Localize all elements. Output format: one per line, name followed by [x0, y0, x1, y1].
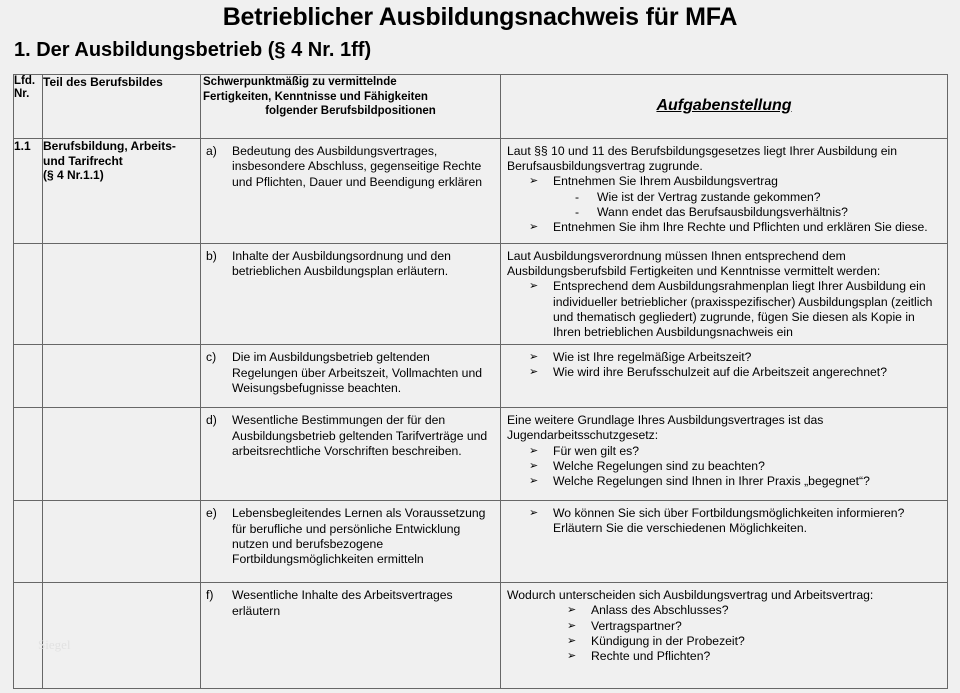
task-subitem-text: Wie ist der Vertrag zustande gekommen?	[597, 189, 821, 204]
task-bullet-text: Rechte und Pflichten?	[591, 649, 711, 664]
task-intro-a: Laut §§ 10 und 11 des Berufsbildungsgesetzes liegt Ihrer Ausbildung ein Berufsausbildungsvertrag zugrunde.	[507, 144, 898, 174]
arrow-bullet-icon: ➢	[529, 475, 539, 488]
header-aufgabenstellung	[501, 75, 948, 139]
table-row	[14, 408, 948, 501]
task-bullet-text: Entnehmen Sie Ihrem Ausbildungsvertrag	[553, 174, 778, 189]
cell-teil-empty	[43, 244, 201, 345]
cell-position-f	[201, 583, 501, 689]
task-bullet-list-b	[507, 279, 942, 340]
item-text-c: Die im Ausbildungsbetrieb geltenden Regelungen über Arbeitszeit, Vollmachten und Weisungsbefugnisse beachten.	[232, 350, 483, 396]
arrow-bullet-icon: ➢	[567, 604, 577, 617]
task-bullet-text: Wie wird ihre Berufsschulzeit auf die Arbeitszeit angerechnet?	[553, 365, 887, 380]
table-header-row	[14, 75, 948, 139]
cell-lfd-nr-empty	[14, 244, 43, 345]
arrow-bullet-icon: ➢	[529, 444, 539, 457]
arrow-bullet-icon: ➢	[567, 650, 577, 663]
task-bullet-list-e	[507, 506, 942, 536]
list-item	[507, 603, 942, 618]
list-item	[507, 350, 942, 365]
cell-teil-empty	[43, 345, 201, 408]
task-bullet-text: Wie ist Ihre regelmäßige Arbeitszeit?	[553, 350, 752, 365]
task-bullet-text: Welche Regelungen sind zu beachten?	[553, 458, 765, 473]
list-item	[507, 174, 942, 220]
cell-lfd-nr-empty	[14, 345, 43, 408]
list-item	[553, 205, 942, 220]
task-bullet-list-a	[507, 174, 942, 235]
cell-task-b	[501, 244, 948, 345]
header-schwerpunkt	[201, 75, 501, 139]
cell-position-a	[201, 139, 501, 244]
teil-line3: (§ 4 Nr.1.1)	[43, 168, 104, 182]
list-item	[507, 634, 942, 649]
header-schwerpunkt-line2: Fertigkeiten, Kenntnisse und Fähigkeiten	[203, 90, 428, 103]
cell-lfd-nr: 1.1	[14, 139, 43, 244]
document-title: Betrieblicher Ausbildungsnachweis für MFA	[222, 3, 738, 31]
cell-lfd-nr-empty	[14, 408, 43, 501]
dash-bullet-icon: -	[575, 204, 580, 219]
task-subitem-text: Wann endet das Berufsausbildungsverhältnis?	[597, 204, 848, 219]
page-watermark: Siegel	[38, 637, 71, 652]
training-record-table	[13, 74, 948, 689]
task-bullet-text: Wo können Sie sich über Fortbildungsmöglichkeiten informieren?	[553, 506, 905, 521]
header-schwerpunkt-line3: folgender Berufsbildpositionen	[265, 105, 436, 117]
header-lfd-line2: Nr.	[14, 88, 30, 100]
arrow-bullet-icon: ➢	[567, 619, 577, 632]
task-bullet-text: Welche Regelungen sind Ihnen in Ihrer Praxis „begegnet“?	[553, 474, 870, 489]
item-marker-a: a)	[206, 144, 217, 158]
table-row	[14, 345, 948, 408]
item-text-b: Inhalte der Ausbildungsordnung und den betrieblichen Ausbildungsplan erläutern.	[232, 249, 451, 279]
task-bullet-list-c	[507, 350, 942, 380]
list-item	[553, 190, 942, 205]
cell-teil-empty	[43, 501, 201, 583]
arrow-bullet-icon: ➢	[529, 175, 539, 188]
item-marker-d: d)	[206, 413, 217, 428]
item-marker-f: f)	[206, 588, 214, 603]
task-bullet-text: Für wen gilt es?	[553, 443, 640, 458]
header-schwerpunkt-line1: Schwerpunktmäßig zu vermittelnde	[203, 76, 397, 88]
task-bullet-text: Kündigung in der Probezeit?	[591, 633, 745, 648]
header-lfd-line1: Lfd.	[14, 75, 36, 87]
arrow-bullet-icon: ➢	[529, 221, 539, 234]
cell-task-f	[501, 583, 948, 689]
task-bullet-text: Vertragspartner?	[591, 618, 682, 633]
task-bullet-text: Entsprechend dem Ausbildungsrahmenplan liegt Ihrer Ausbildung ein individueller betrieblicher (praxisspezifischer) Ausbildungsplan (zeitlich und thematisch gegliedert) zugrunde, fügen Sie diesen als Kopie in Ihren betrieblichen Ausbildungsnachweis ein	[553, 279, 933, 340]
section-heading: 1. Der Ausbildungsbetrieb (§ 4 Nr. 1ff)	[14, 39, 372, 61]
task-subitem-list	[553, 190, 942, 220]
item-text-d: Wesentliche Bestimmungen der für den Ausbildungsbetrieb geltenden Tarifverträge und arbeitsrechtliche Vorschriften beschreiben.	[232, 413, 488, 459]
item-marker-e: e)	[206, 506, 217, 521]
cell-position-c	[201, 345, 501, 408]
list-item	[507, 649, 942, 664]
item-marker-c: c)	[206, 350, 217, 365]
cell-task-e	[501, 501, 948, 583]
cell-task-d	[501, 408, 948, 501]
cell-task-a	[501, 139, 948, 244]
cell-teil-empty	[43, 408, 201, 501]
cell-position-d	[201, 408, 501, 501]
table-row	[14, 583, 948, 689]
task-bullet-continuation: Erläutern Sie die verschiedenen Möglichkeiten.	[553, 521, 808, 536]
list-item	[507, 365, 942, 380]
cell-position-b	[201, 244, 501, 345]
item-text-a: Bedeutung des Ausbildungsvertrages, insbesondere Abschluss, gegenseitige Rechte und Pflichten, Dauer und Beendigung erklären	[232, 144, 483, 189]
header-aufgabenstellung-label: Aufgabenstellung	[656, 97, 792, 114]
list-item	[507, 459, 942, 474]
arrow-bullet-icon: ➢	[567, 634, 577, 647]
task-intro-d: Eine weitere Grundlage Ihres Ausbildungsvertrages ist das Jugendarbeitsschutzgesetz:	[507, 413, 824, 443]
item-marker-b: b)	[206, 249, 217, 263]
list-item	[507, 220, 942, 235]
arrow-bullet-icon: ➢	[529, 507, 539, 520]
item-text-f: Wesentliche Inhalte des Arbeitsvertrages erläutern	[232, 588, 453, 618]
task-bullet-text: Anlass des Abschlusses?	[591, 603, 729, 618]
list-item	[507, 444, 942, 459]
item-text-e: Lebensbegleitendes Lernen als Voraussetzung für berufliche und persönliche Entwicklung nutzen und berufsbezogene Fortbildungsmöglichkeiten ermitteln	[232, 506, 486, 567]
list-item	[507, 474, 942, 489]
cell-lfd-nr-empty	[14, 583, 43, 689]
list-item	[507, 506, 942, 536]
task-intro-f: Wodurch unterscheiden sich Ausbildungsvertrag und Arbeitsvertrag:	[507, 588, 874, 603]
cell-position-e	[201, 501, 501, 583]
task-bullet-text: Entnehmen Sie ihm Ihre Rechte und Pflichten und erklären Sie diese.	[553, 220, 928, 235]
cell-task-c	[501, 345, 948, 408]
table-row	[14, 501, 948, 583]
cell-teil-des-berufsbildes	[43, 139, 201, 244]
dash-bullet-icon: -	[575, 189, 580, 204]
table-row	[14, 139, 948, 244]
cell-lfd-nr-empty	[14, 501, 43, 583]
task-bullet-list-d	[507, 444, 942, 490]
arrow-bullet-icon: ➢	[529, 366, 539, 379]
header-teil-des-berufsbildes: Teil des Berufsbildes	[43, 75, 201, 139]
list-item	[507, 619, 942, 634]
task-bullet-list-f	[507, 603, 942, 664]
arrow-bullet-icon: ➢	[529, 459, 539, 472]
teil-line1: Berufsbildung, Arbeits-	[43, 139, 176, 153]
arrow-bullet-icon: ➢	[529, 280, 539, 293]
task-intro-b: Laut Ausbildungsverordnung müssen Ihnen entsprechend dem Ausbildungsberufsbild Fertigkeiten und Kenntnisse vermittelt werden:	[507, 249, 881, 279]
teil-line2: und Tarifrecht	[43, 153, 123, 168]
cell-teil-empty	[43, 583, 201, 689]
arrow-bullet-icon: ➢	[529, 351, 539, 364]
header-lfd-nr	[14, 75, 43, 139]
table-row	[14, 244, 948, 345]
list-item	[507, 279, 942, 340]
